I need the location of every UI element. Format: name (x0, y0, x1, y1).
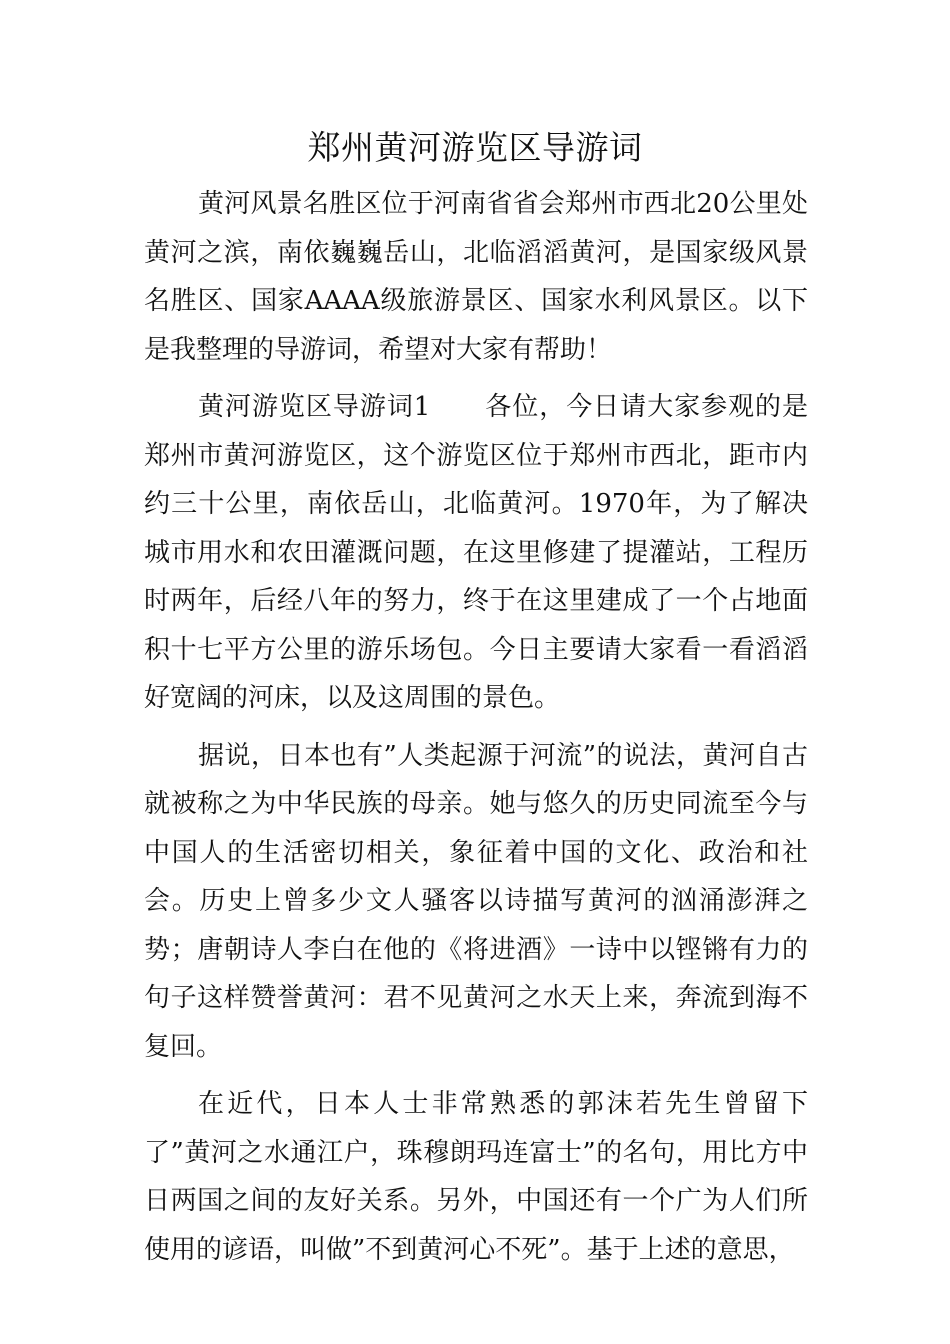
page-title: 郑州黄河游览区导游词 (307, 128, 643, 167)
paragraph-legend: 据说，日本也有”人类起源于河流”的说法，黄河自古就被称之为中华民族的母亲。她与悠久的历史同流至今与中国人的生活密切相关，象征着中国的文化、政治和社会。历史上曾多少文人骚客以诗描写黄河的汹涌澎湃之势；唐朝诗人李白在他的《将进酒》一诗中以铿锵有力的句子这样赞誉黄河：君不见黄河之水天上来，奔流到海不复回。 (144, 740, 808, 1062)
document-body (144, 180, 808, 1283)
paragraph-guide-1: 黄河游览区导游词1 各位，今日请大家参观的是郑州市黄河游览区，这个游览区位于郑州市西北，距市内约三十公里，南依岳山，北临黄河。1970年，为了解决城市用水和农田灌溉问题，在这里修建了提灌站，工程历时两年，后经八年的努力，终于在这里建成了一个占地面积十七平方公里的游乐场包。今日主要请大家看一看滔滔好宽阔的河床，以及这周围的景色。 (144, 392, 808, 713)
paragraph-modern: 在近代，日本人士非常熟悉的郭沫若先生曾留下了”黄河之水通江户，珠穆朗玛连富士”的名句，用比方中日两国之间的友好关系。另外，中国还有一个广为人们所使用的谚语，叫做”不到黄河心不死”。基于上述的意思， (144, 1089, 808, 1265)
paragraph-intro: 黄河风景名胜区位于河南省省会郑州市西北20公里处黄河之滨，南依巍巍岳山，北临滔滔黄河，是国家级风景名胜区、国家AAAA级旅游景区、国家水利风景区。以下是我整理的导游词，希望对大家有帮助！ (144, 189, 808, 365)
